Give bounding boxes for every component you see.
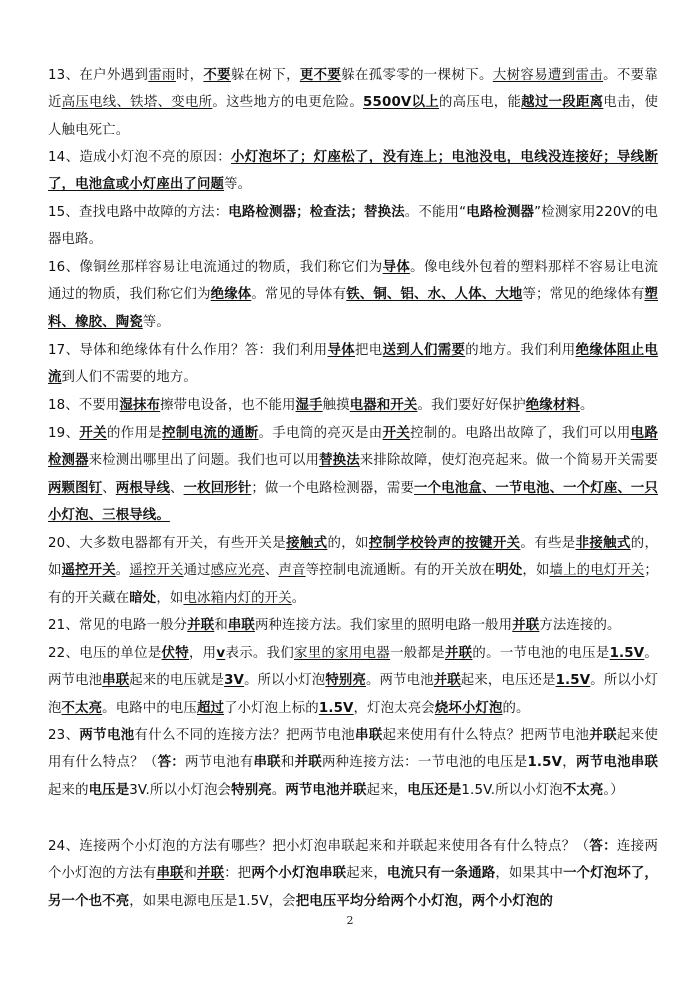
text-run: 21、常见的电路一般分: [48, 618, 188, 633]
text-run: 电压是: [88, 782, 130, 798]
text-run: 导体: [382, 260, 411, 275]
text-run: 躲在孤零零的一棵树下。: [341, 68, 493, 83]
text-run: 两根导线: [115, 480, 171, 496]
text-run: 的作用是: [106, 426, 163, 441]
text-run: 5500V以上: [363, 95, 439, 111]
text-run: 遥控开关: [129, 563, 184, 579]
text-run: 等。: [142, 314, 170, 330]
text-run: 。电路中的电压: [102, 700, 197, 716]
text-run: 。: [579, 398, 594, 413]
paragraph-22: [48, 640, 658, 722]
text-run: 遥控开关: [61, 563, 116, 579]
text-run: 。: [115, 563, 130, 579]
text-run: ，灯泡太亮会: [353, 700, 435, 716]
text-run: 和: [214, 618, 228, 633]
text-run: 伏特: [161, 646, 189, 661]
text-run: ，如: [522, 563, 550, 579]
text-run: 并联: [444, 646, 473, 661]
paragraph-17: [48, 337, 658, 392]
text-run: 22、电压的单位是: [48, 646, 162, 661]
text-run: 墙上的电灯开关: [549, 563, 645, 579]
text-run: 烧坏小灯泡: [434, 700, 503, 716]
text-run: 不太亮: [562, 782, 604, 798]
text-run: 一枚回形针: [183, 480, 252, 496]
text-run: 通过: [183, 563, 211, 579]
text-run: 起来，: [346, 866, 387, 882]
text-run: 电路检测器: [466, 205, 535, 220]
text-run: 串联: [227, 618, 255, 633]
text-run: 感应光亮: [210, 563, 265, 579]
text-run: 到人们不需要的地方。: [61, 370, 197, 386]
text-run: 开关: [382, 426, 411, 441]
text-run: 接触式: [286, 536, 328, 551]
text-run: 大树容易遭到雷击: [492, 68, 604, 83]
page-number: 2: [346, 914, 354, 927]
text-run: 串联: [102, 673, 130, 689]
text-run: 。常见的导体有: [251, 287, 347, 303]
text-run: 非接触式: [575, 536, 631, 551]
text-run: 并联: [187, 618, 215, 633]
text-run: 明处: [495, 563, 523, 579]
text-run: 。这些地方的电更危险。: [212, 95, 364, 111]
text-run: 电击，使人触电死亡。: [48, 95, 658, 138]
text-run: 声音: [278, 563, 306, 579]
paragraph-24: [48, 833, 658, 915]
text-run: ”检测家用220V的电器电路。: [48, 205, 659, 248]
text-run: 两种连接方法。我们家里的照明电路一般用: [254, 618, 513, 633]
text-run: ，用: [188, 646, 217, 661]
paragraph-15: [48, 199, 658, 254]
text-run: 。所以小灯泡: [48, 673, 658, 716]
text-run: v: [216, 646, 226, 661]
paragraph-23: [48, 722, 658, 804]
text-run: 两节电池有: [184, 755, 254, 771]
text-run: 。像电线外包着的塑料那样不容易让电流通过的物质，我们称它们为: [48, 260, 658, 303]
text-run: 起来使用有什么特点？（: [48, 728, 659, 771]
text-run: 19、: [48, 426, 80, 441]
text-run: 躲在树下，: [230, 68, 300, 83]
text-run: 和: [280, 755, 295, 771]
text-run: 起来，: [366, 782, 408, 798]
text-run: 的，如: [327, 536, 369, 551]
text-run: 电器和开关: [349, 398, 418, 413]
text-run: 、: [170, 480, 184, 496]
text-run: 把电压平均分给两个小灯泡，两个小灯泡的: [295, 893, 553, 909]
text-run: 。有些是: [520, 536, 576, 551]
text-run: 擦带电设备，也不能用: [160, 398, 296, 413]
paragraph-16: [48, 254, 658, 336]
text-run: 15、查找电路中故障的方法：: [48, 205, 229, 220]
text-run: 起来的: [48, 782, 89, 798]
text-run: 特别亮: [325, 673, 366, 689]
text-run: 来排除故障，使灯泡亮起来。做一个简易开关需要: [359, 453, 658, 469]
text-run: 。）: [603, 782, 624, 798]
text-run: 塑料、橡胶、陶瓷: [48, 287, 658, 330]
text-run: 。所以小灯泡: [244, 673, 326, 689]
text-run: 起来的电压就是: [129, 673, 225, 689]
text-run: 暗处: [129, 590, 157, 606]
text-run: 1.5V: [527, 755, 563, 771]
text-run: 表示。我们: [225, 646, 295, 661]
text-run: 1.5V: [318, 700, 354, 716]
text-run: 。: [271, 782, 286, 798]
text-run: 起来，电压还是: [460, 673, 556, 689]
text-run: 铁、铜、铝、水、人体、大地: [346, 287, 523, 303]
paragraph-18: [48, 392, 658, 419]
text-run: 家里的家用电器: [294, 646, 391, 661]
text-run: 。手电筒的亮灭是由: [258, 426, 383, 441]
text-run: 电冰箱内灯的开关: [183, 590, 292, 606]
text-run: 雷雨: [148, 68, 176, 83]
text-run: 和: [183, 866, 198, 882]
text-run: 连接两个小灯泡的方法有: [48, 839, 658, 882]
text-run: 更不要: [299, 68, 342, 83]
text-run: ；做一个电路检测器，需要: [251, 480, 415, 496]
text-run: 。: [291, 590, 306, 606]
text-run: 串联: [355, 728, 383, 743]
text-run: 答：: [589, 839, 617, 854]
text-run: 等。: [224, 177, 252, 193]
text-run: 串联: [253, 755, 281, 771]
text-run: 电流只有一条通路: [386, 866, 496, 882]
text-run: 湿抹布: [119, 398, 161, 413]
text-run: 时，: [175, 68, 204, 83]
text-run: 24、连接两个小灯泡的方法有哪些？把小灯泡串联起来和并联起来使用各有什么特点？（: [48, 839, 590, 854]
text-run: ；有的开关藏在: [48, 563, 658, 606]
text-run: 起来使用有什么特点？把两节电池: [382, 728, 590, 743]
text-run: 23、: [48, 728, 80, 743]
text-run: 电压还是: [407, 782, 462, 798]
text-run: 特别亮: [231, 782, 272, 798]
text-run: 两种连接方法：一节电池的电压是: [321, 755, 528, 771]
text-run: 方法连接的。: [539, 618, 621, 633]
text-run: 20、大多数电器都有开关，有些开关是: [48, 536, 287, 551]
text-run: 并联: [294, 755, 322, 771]
text-run: 的，如: [48, 536, 659, 579]
text-run: 导体: [327, 343, 356, 358]
paragraph-13: [48, 62, 658, 144]
text-run: 。我们要好好保护: [417, 398, 526, 413]
text-run: 送到人们需要: [382, 343, 466, 358]
text-run: ，: [562, 755, 576, 771]
paragraph-14: [48, 144, 658, 199]
text-run: 有什么不同的连接方法？把两节电池: [134, 728, 356, 743]
text-run: 3V: [224, 673, 245, 689]
text-run: 两个小灯泡串联: [251, 866, 347, 882]
text-run: 的高压电，能: [438, 95, 522, 111]
text-run: 、: [264, 563, 279, 579]
text-run: 触摸: [322, 398, 350, 413]
text-run: 绝缘材料: [525, 398, 580, 413]
text-run: 电路检测器: [48, 426, 658, 469]
text-run: 小灯泡坏了；灯座松了，没有连上；电池没电，电线没连接好；导线断了，电池盒或小灯座出了问题: [48, 150, 659, 193]
text-run: 两节电池串联: [575, 755, 659, 771]
text-run: 控制的。电路出故障了，我们可以用: [410, 426, 631, 441]
text-run: 并联: [433, 673, 461, 689]
text-run: 。两节电池: [365, 673, 434, 689]
text-run: 不太亮: [61, 700, 103, 716]
text-run: 电路检测器；检查法；替换法: [228, 205, 405, 220]
text-run: ，如: [156, 590, 184, 606]
text-run: 两颗图钉: [48, 480, 103, 496]
text-run: 14、造成小灯泡不亮的原因：: [48, 150, 231, 165]
text-run: ，如果电源电压是1.5V，会: [129, 893, 296, 909]
text-run: 越过一段距离: [521, 95, 604, 111]
text-run: 等控制电流通断。有的开关放在: [305, 563, 496, 579]
text-run: 。不要靠近: [48, 68, 658, 111]
text-run: 两节电池: [79, 728, 135, 743]
text-run: 一般都是: [390, 646, 445, 661]
text-run: 湿手: [295, 398, 323, 413]
text-run: 把电: [355, 343, 383, 358]
text-run: 绝缘体: [210, 287, 252, 303]
text-run: 1.5V: [609, 646, 645, 661]
text-run: 控制学校铃声的按键开关: [368, 536, 521, 551]
text-run: 串联: [156, 866, 184, 882]
text-run: 并联: [589, 728, 617, 743]
text-run: 18、不要用: [48, 398, 120, 413]
text-run: 一个电池盒、一节电池、一个灯座、一只小灯泡、三根导线。: [48, 480, 659, 523]
paragraph-21: [48, 612, 658, 639]
text-run: 替换法: [319, 453, 360, 469]
paragraph-19: [48, 420, 658, 529]
text-run: 的。: [502, 700, 530, 716]
text-run: 的地方。我们利用: [465, 343, 576, 358]
text-run: 并联: [197, 866, 225, 882]
text-run: 高压电线、铁塔、变电所: [61, 95, 213, 111]
text-run: 1.5V: [555, 673, 591, 689]
text-run: 了小灯泡上标的: [224, 700, 319, 716]
text-run: 不要: [203, 68, 231, 83]
text-run: 。两节电池: [48, 646, 658, 689]
text-run: 等；常见的绝缘体有: [522, 287, 645, 303]
text-run: 超过: [196, 700, 225, 716]
text-run: ，如果其中: [495, 866, 564, 882]
text-run: 来检测出哪里出了问题。我们也可以用: [88, 453, 320, 469]
text-run: 16、像铜丝那样容易让电流通过的物质，我们称它们为: [48, 260, 383, 275]
text-run: 开关: [79, 426, 107, 441]
paragraph-20: [48, 530, 658, 612]
text-run: 的。一节电池的电压是: [472, 646, 610, 661]
text-run: ：把: [224, 866, 252, 882]
text-run: 绝缘体阻止电流: [48, 343, 659, 386]
text-run: 两节电池并联: [285, 782, 367, 798]
text-run: 。不能用“: [404, 205, 467, 220]
text-run: 、: [102, 480, 116, 496]
text-run: 答：: [157, 755, 185, 771]
text-run: 1.5V.所以小灯泡: [461, 782, 563, 798]
text-run: 一个灯泡坏了，另一个也不亮: [48, 866, 658, 909]
text-run: 3V.所以小灯泡会: [129, 782, 232, 798]
text-run: 控制电流的通断: [162, 426, 259, 441]
text-run: 17、导体和绝缘体有什么作用？答：我们利用: [48, 343, 328, 358]
text-run: 13、在户外遇到: [48, 68, 149, 83]
text-run: 并联: [512, 618, 540, 633]
